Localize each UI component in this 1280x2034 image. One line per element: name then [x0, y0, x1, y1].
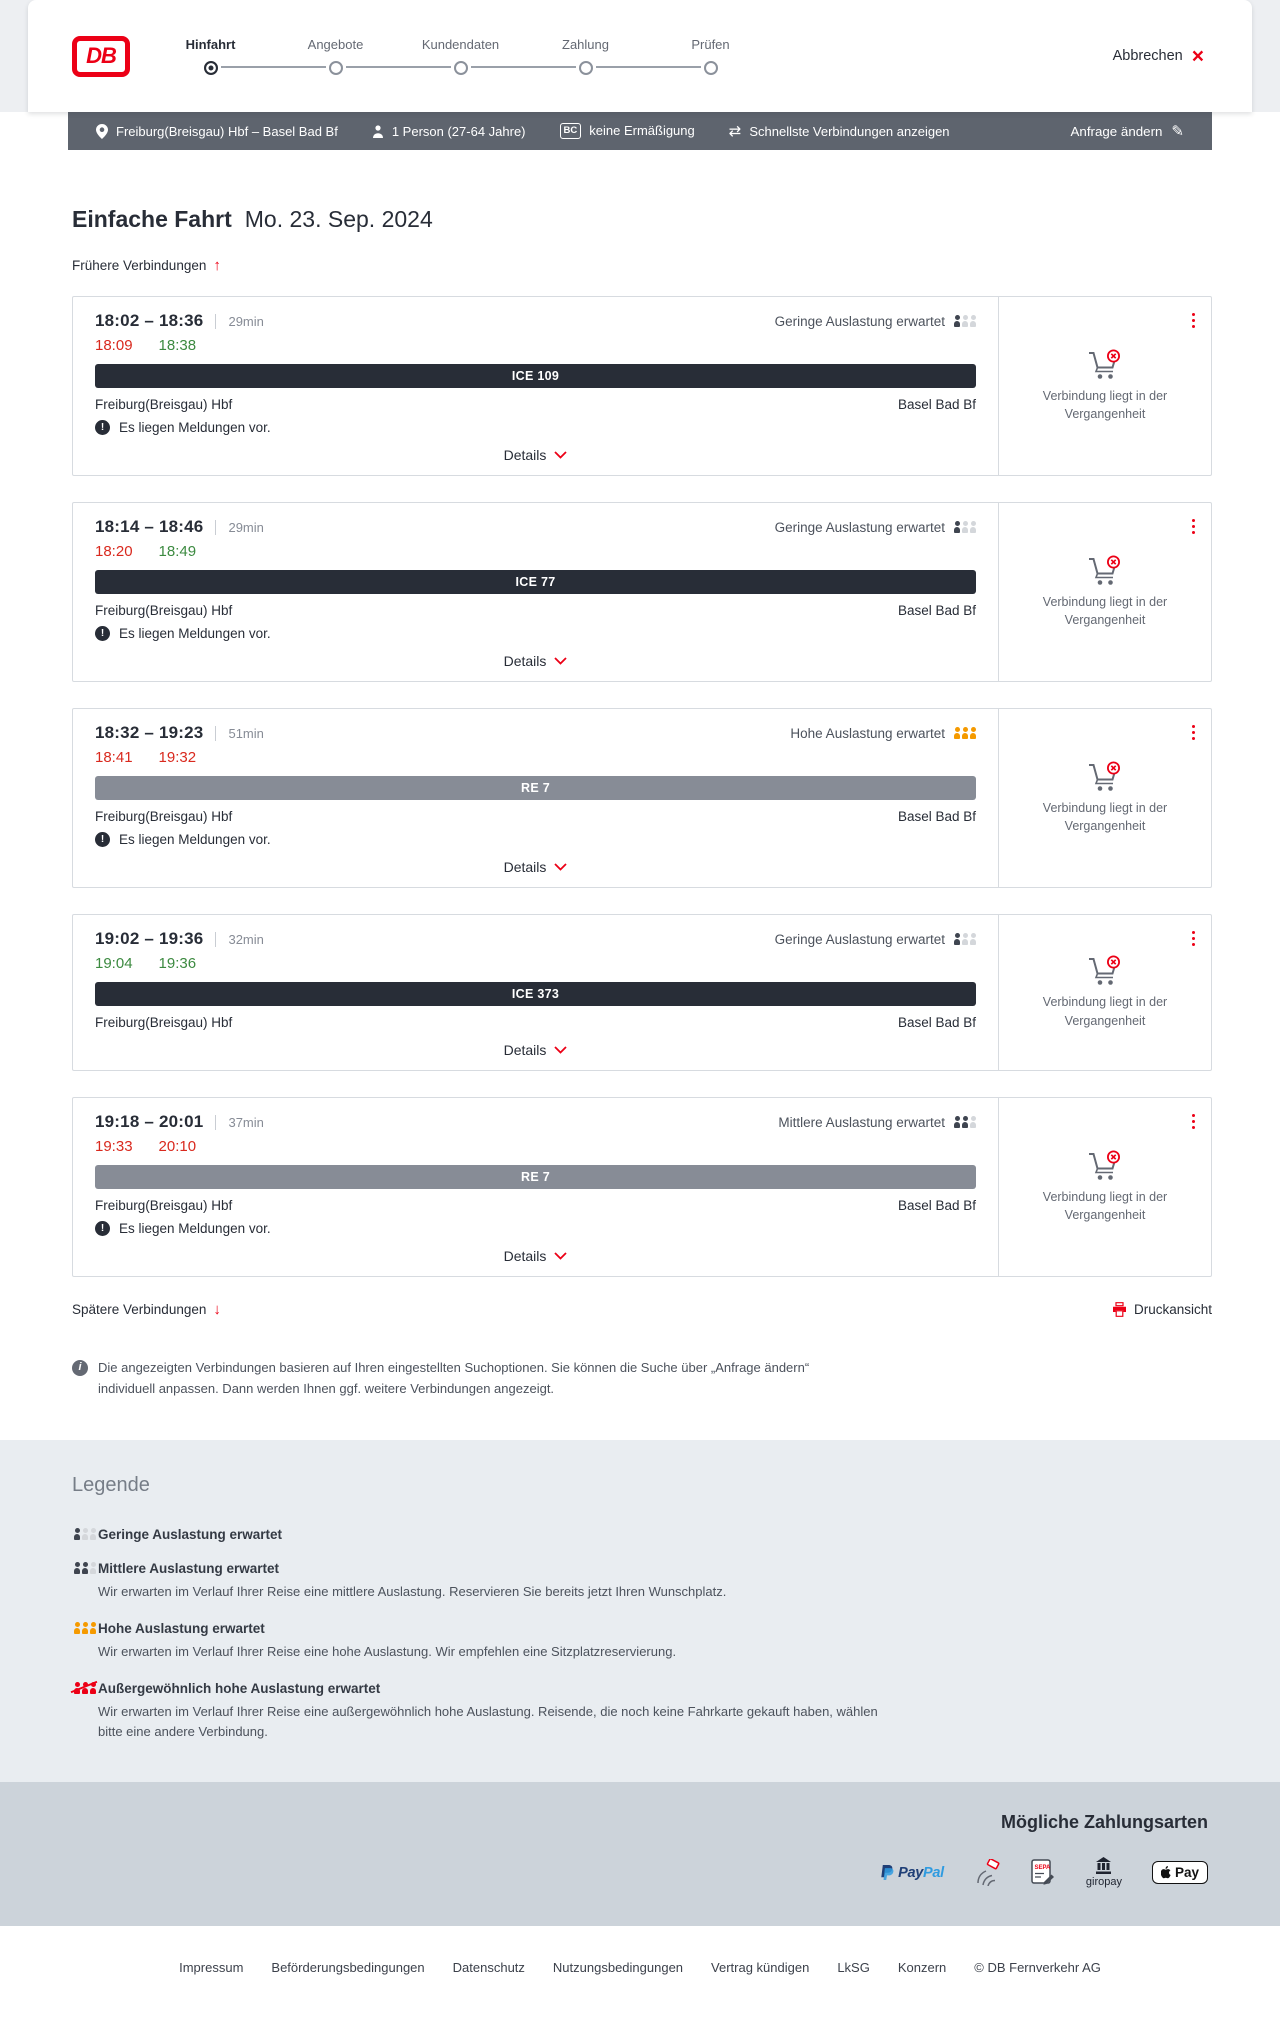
- realtime-arrival: 19:36: [158, 955, 197, 972]
- footer-link[interactable]: Datenschutz: [452, 1960, 525, 1976]
- chevron-down-icon: [554, 863, 567, 871]
- realtime-arrival: 18:38: [158, 337, 197, 354]
- legend-item: [72, 1561, 1208, 1602]
- arrival-station: Basel Bad Bf: [897, 1198, 976, 1213]
- legend-item-description: Wir erwarten im Verlauf Ihrer Reise eine hohe Auslastung. Wir empfehlen eine Sitzplatzreservierung.: [98, 1643, 677, 1659]
- fastest-connections-label: Schnellste Verbindungen anzeigen: [749, 123, 950, 139]
- duration: 29min: [228, 313, 264, 329]
- departure-station: Freiburg(Breisgau) Hbf: [95, 809, 233, 824]
- later-row: [72, 1301, 1212, 1318]
- payments-section: [0, 1782, 1280, 1926]
- connection-details: [73, 1098, 998, 1276]
- cart-crossed-icon: [1087, 555, 1123, 586]
- payment-methods-row: [72, 1857, 1208, 1888]
- change-request-button[interactable]: [1071, 122, 1184, 140]
- past-connection-note: Verbindung liegt in der Vergangenheit: [1042, 1189, 1168, 1222]
- change-request-label: Anfrage ändern: [1070, 123, 1163, 139]
- arrival-station: Basel Bad Bf: [897, 603, 976, 618]
- messages-text: Es liegen Meldungen vor.: [119, 420, 271, 435]
- close-icon: [1192, 46, 1204, 67]
- stations-row: [95, 1015, 976, 1030]
- alert-icon: [95, 626, 110, 641]
- printer-icon: [1112, 1302, 1127, 1317]
- pencil-icon: [1171, 122, 1184, 140]
- progress-step[interactable]: [398, 37, 523, 75]
- occupancy-icon: [952, 1116, 976, 1128]
- alert-icon: [95, 1221, 110, 1236]
- realtime-row: [95, 955, 976, 972]
- payment-applepay: [1152, 1861, 1208, 1884]
- copyright: © DB Fernverkehr AG: [974, 1960, 1101, 1976]
- step-label: Kundendaten: [421, 37, 500, 52]
- connection-details: [73, 915, 998, 1070]
- occupancy-icon: [952, 521, 976, 533]
- giropay-label: giropay: [1085, 1876, 1122, 1889]
- times-row: [95, 1112, 976, 1132]
- trip-summary-bar: [68, 112, 1212, 150]
- step-label: Zahlung: [562, 37, 609, 52]
- paypal-icon: [880, 1864, 895, 1881]
- stations-row: [95, 603, 976, 618]
- chevron-down-icon: [554, 451, 567, 459]
- train-bar: [95, 776, 976, 800]
- departure-station: Freiburg(Breisgau) Hbf: [95, 397, 233, 412]
- arrival-station: Basel Bad Bf: [897, 1015, 976, 1030]
- svg-text:SEPA: SEPA: [1034, 1865, 1051, 1872]
- realtime-row: [95, 1138, 976, 1155]
- travel-date: Mo. 23. Sep. 2024: [244, 206, 433, 232]
- connection-side-panel: [998, 297, 1211, 475]
- occupancy: [775, 520, 976, 535]
- occupancy-icon: [72, 1682, 98, 1694]
- later-connections-label: Spätere Verbindungen: [72, 1302, 207, 1317]
- top-band: [0, 0, 1280, 112]
- connection-details: [73, 503, 998, 681]
- applepay-label: Pay: [1174, 1865, 1199, 1881]
- paypal-logo-text: PayPal: [898, 1864, 944, 1881]
- footer-link[interactable]: Nutzungsbedingungen: [552, 1960, 684, 1976]
- db-logo: DB: [72, 36, 130, 77]
- legend-item-label: Außergewöhnlich hohe Auslastung erwartet: [98, 1680, 381, 1696]
- realtime-departure: 18:41: [95, 749, 133, 766]
- kebab-menu-button[interactable]: [1189, 925, 1199, 952]
- cancel-label: Abbrechen: [1112, 48, 1183, 64]
- cart-crossed-icon: [1087, 955, 1123, 986]
- legend-title: Legende: [72, 1473, 150, 1496]
- departure-station: Freiburg(Breisgau) Hbf: [95, 1015, 233, 1030]
- separator: [215, 726, 216, 741]
- occupancy-icon: [72, 1562, 98, 1574]
- departure-station: Freiburg(Breisgau) Hbf: [95, 1198, 233, 1213]
- messages-alert: [95, 832, 976, 847]
- step-label: Prüfen: [691, 37, 730, 52]
- train-bar: [95, 570, 976, 594]
- person-icon: [372, 125, 384, 138]
- connection-details: [73, 297, 998, 475]
- duration: 29min: [228, 519, 264, 535]
- time-range: 18:02 – 18:36: [95, 311, 204, 330]
- step-dot-icon: [454, 61, 468, 75]
- train-label: ICE 373: [511, 987, 560, 1001]
- chevron-down-icon: [554, 1046, 567, 1054]
- arrival-station: Basel Bad Bf: [897, 397, 976, 412]
- payment-creditcard: [974, 1859, 1001, 1886]
- details-label: Details: [503, 1042, 547, 1058]
- connection-card: [72, 1097, 1212, 1277]
- main-area: [0, 112, 1280, 1440]
- duration: 32min: [228, 931, 264, 947]
- details-button[interactable]: [504, 1248, 568, 1264]
- step-label: Angebote: [307, 37, 364, 52]
- occupancy-icon: [952, 933, 976, 945]
- legend-item-label: Geringe Auslastung erwartet: [98, 1526, 283, 1542]
- payment-sepa: [1031, 1859, 1056, 1886]
- separator: [215, 1115, 216, 1130]
- connection-side-panel: [998, 1098, 1211, 1276]
- occupancy-icon: [952, 727, 976, 739]
- past-connection-note: Verbindung liegt in der Vergangenheit: [1042, 995, 1168, 1028]
- cart-crossed-icon: [1087, 1150, 1123, 1181]
- occupancy-label: Hohe Auslastung erwartet: [790, 725, 945, 741]
- step-dot-icon: [704, 61, 718, 75]
- messages-alert: [95, 626, 976, 641]
- kebab-menu-button[interactable]: [1189, 1108, 1199, 1135]
- arrow-down-icon: [213, 1301, 221, 1318]
- later-connections-link[interactable]: [72, 1301, 221, 1318]
- details-button[interactable]: [504, 1042, 568, 1058]
- alert-icon: [95, 832, 110, 847]
- connection-side-panel: [998, 503, 1211, 681]
- legend-item: [72, 1527, 1208, 1542]
- occupancy-label: Mittlere Auslastung erwartet: [778, 1114, 945, 1130]
- occupancy: [778, 1115, 976, 1130]
- time-range: 18:14 – 18:46: [95, 517, 204, 536]
- kebab-menu-button[interactable]: [1189, 307, 1199, 334]
- progress-step[interactable]: [648, 37, 773, 75]
- creditcard-hand-icon: [974, 1859, 1001, 1886]
- route-summary: [96, 124, 338, 139]
- messages-alert: [95, 420, 976, 435]
- progress-steps: [148, 37, 773, 75]
- connection-details: [73, 709, 998, 887]
- legend-section: [0, 1440, 1280, 1783]
- realtime-row: [95, 543, 976, 560]
- payment-giropay: [1086, 1857, 1122, 1888]
- sepa-icon: [1031, 1859, 1056, 1886]
- legend-item-label: Mittlere Auslastung erwartet: [98, 1560, 280, 1576]
- arrival-station: Basel Bad Bf: [897, 809, 976, 824]
- past-connection-note: Verbindung liegt in der Vergangenheit: [1042, 388, 1168, 421]
- messages-text: Es liegen Meldungen vor.: [119, 1221, 271, 1236]
- results-title-row: [72, 206, 1212, 233]
- realtime-departure: 18:09: [95, 337, 133, 354]
- cart-crossed-icon: [1087, 761, 1123, 792]
- location-pin-icon: [96, 124, 108, 139]
- messages-text: Es liegen Meldungen vor.: [119, 626, 271, 641]
- giropay-icon: [1094, 1857, 1113, 1874]
- realtime-row: [95, 749, 976, 766]
- train-label: ICE 77: [515, 575, 556, 589]
- times-row: [95, 517, 976, 537]
- page-title: Einfache Fahrt: [72, 206, 232, 232]
- details-label: Details: [503, 859, 547, 875]
- passenger-summary: [372, 124, 526, 139]
- search-info-text: Die angezeigten Verbindungen basieren auf Ihren eingestellten Suchoptionen. Sie können die Suche über „Anfrage ändern“ individuell anpassen. Dann werden Ihnen ggf. weitere Verbindungen angezeigt.: [98, 1360, 810, 1396]
- train-bar: [95, 364, 976, 388]
- cart-crossed-icon: [1087, 349, 1123, 380]
- connection-side-panel: [998, 709, 1211, 887]
- legend-item: [72, 1681, 1208, 1742]
- search-info-note: [72, 1358, 862, 1400]
- legend-list: [72, 1527, 1208, 1743]
- train-label: RE 7: [521, 781, 550, 795]
- realtime-arrival: 20:10: [158, 1138, 197, 1155]
- details-label: Details: [503, 653, 547, 669]
- realtime-arrival: 18:49: [158, 543, 197, 560]
- occupancy-icon: [72, 1622, 98, 1634]
- occupancy-icon: [72, 1528, 98, 1540]
- step-label: Hinfahrt: [185, 37, 236, 52]
- times-row: [95, 723, 976, 743]
- footer-link[interactable]: Konzern: [897, 1960, 947, 1976]
- results-content: [28, 150, 1252, 1440]
- bahncard-summary: [560, 123, 695, 138]
- occupancy: [790, 726, 976, 741]
- realtime-departure: 19:04: [95, 955, 133, 972]
- past-connection-note: Verbindung liegt in der Vergangenheit: [1042, 594, 1168, 627]
- footer-link[interactable]: Impressum: [179, 1960, 244, 1976]
- occupancy-label: Geringe Auslastung erwartet: [774, 519, 945, 535]
- legend-item-label: Hohe Auslastung erwartet: [98, 1620, 265, 1636]
- earlier-connections-label: Frühere Verbindungen: [72, 258, 207, 273]
- realtime-departure: 18:20: [95, 543, 133, 560]
- footer-links: [0, 1960, 1280, 1975]
- passenger-label: 1 Person (27-64 Jahre): [391, 123, 526, 139]
- separator: [215, 314, 216, 329]
- payments-title: Mögliche Zahlungsarten: [1000, 1812, 1208, 1833]
- connection-card: [72, 914, 1212, 1071]
- legend-item: [72, 1621, 1208, 1662]
- stations-row: [95, 397, 976, 412]
- earlier-connections-link[interactable]: [72, 257, 221, 274]
- connection-card: [72, 502, 1212, 682]
- connection-side-panel: [998, 915, 1211, 1070]
- print-view-label: Druckansicht: [1133, 1302, 1212, 1317]
- details-label: Details: [503, 447, 547, 463]
- departure-station: Freiburg(Breisgau) Hbf: [95, 603, 233, 618]
- separator: [215, 932, 216, 947]
- info-icon: [72, 1360, 88, 1376]
- print-view-button[interactable]: [1112, 1302, 1212, 1317]
- bahncard-label: keine Ermäßigung: [589, 123, 695, 139]
- occupancy: [775, 314, 976, 329]
- train-label: RE 7: [521, 1170, 550, 1184]
- occupancy-label: Geringe Auslastung erwartet: [774, 313, 945, 329]
- times-row: [95, 929, 976, 949]
- time-range: 19:02 – 19:36: [95, 929, 204, 948]
- footer-link[interactable]: Beförderungsbedingungen: [271, 1960, 425, 1976]
- stations-row: [95, 809, 976, 824]
- progress-step[interactable]: [148, 37, 273, 75]
- step-dot-icon: [329, 61, 343, 75]
- arrow-up-icon: [213, 257, 221, 274]
- train-bar: [95, 982, 976, 1006]
- stations-row: [95, 1198, 976, 1213]
- cancel-button[interactable]: [1113, 46, 1204, 67]
- connection-card: [72, 296, 1212, 476]
- legend-item-description: Wir erwarten im Verlauf Ihrer Reise eine mittlere Auslastung. Reservieren Sie bereits jetzt Ihren Wunschplatz.: [98, 1583, 727, 1599]
- train-bar: [95, 1165, 976, 1189]
- duration: 51min: [228, 725, 264, 741]
- occupancy: [775, 932, 976, 947]
- duration: 37min: [228, 1114, 264, 1130]
- legend-item-description: Wir erwarten im Verlauf Ihrer Reise eine außergewöhnlich hohe Auslastung. Reisende, die noch keine Fahrkarte gekauft haben, wählen bitte eine andere Verbindung.: [98, 1703, 878, 1740]
- train-label: ICE 109: [511, 369, 560, 383]
- bahncard-badge: BC: [560, 123, 582, 138]
- occupancy-icon: [952, 315, 976, 327]
- step-dot-icon: [204, 61, 218, 75]
- details-button[interactable]: [504, 653, 568, 669]
- time-range: 18:32 – 19:23: [95, 723, 204, 742]
- step-dot-icon: [579, 61, 593, 75]
- details-label: Details: [503, 1248, 547, 1264]
- past-connection-note: Verbindung liegt in der Vergangenheit: [1042, 800, 1168, 833]
- realtime-arrival: 19:32: [158, 749, 197, 766]
- footer-link[interactable]: LkSG: [837, 1960, 870, 1976]
- checkout-header: [28, 0, 1252, 112]
- times-row: [95, 311, 976, 331]
- realtime-departure: 19:33: [95, 1138, 133, 1155]
- kebab-menu-button[interactable]: [1189, 719, 1199, 746]
- kebab-menu-button[interactable]: [1189, 513, 1199, 540]
- details-button[interactable]: [504, 447, 568, 463]
- footer-link[interactable]: Vertrag kündigen: [711, 1960, 810, 1976]
- transfer-icon: [729, 122, 742, 140]
- connection-card: [72, 708, 1212, 888]
- messages-alert: [95, 1221, 976, 1236]
- separator: [215, 520, 216, 535]
- fastest-connections-toggle[interactable]: [729, 122, 950, 140]
- chevron-down-icon: [554, 657, 567, 665]
- apple-icon: [1161, 1866, 1172, 1879]
- details-button[interactable]: [504, 859, 568, 875]
- time-range: 19:18 – 20:01: [95, 1112, 204, 1131]
- alert-icon: [95, 420, 110, 435]
- progress-step[interactable]: [273, 37, 398, 75]
- progress-step[interactable]: [523, 37, 648, 75]
- chevron-down-icon: [554, 1252, 567, 1260]
- route-label: Freiburg(Breisgau) Hbf – Basel Bad Bf: [116, 123, 338, 139]
- page-footer: [0, 1926, 1280, 2017]
- payment-paypal: [880, 1864, 944, 1881]
- connection-list: [72, 296, 1212, 1277]
- realtime-row: [95, 337, 976, 354]
- messages-text: Es liegen Meldungen vor.: [119, 832, 271, 847]
- occupancy-label: Geringe Auslastung erwartet: [774, 931, 945, 947]
